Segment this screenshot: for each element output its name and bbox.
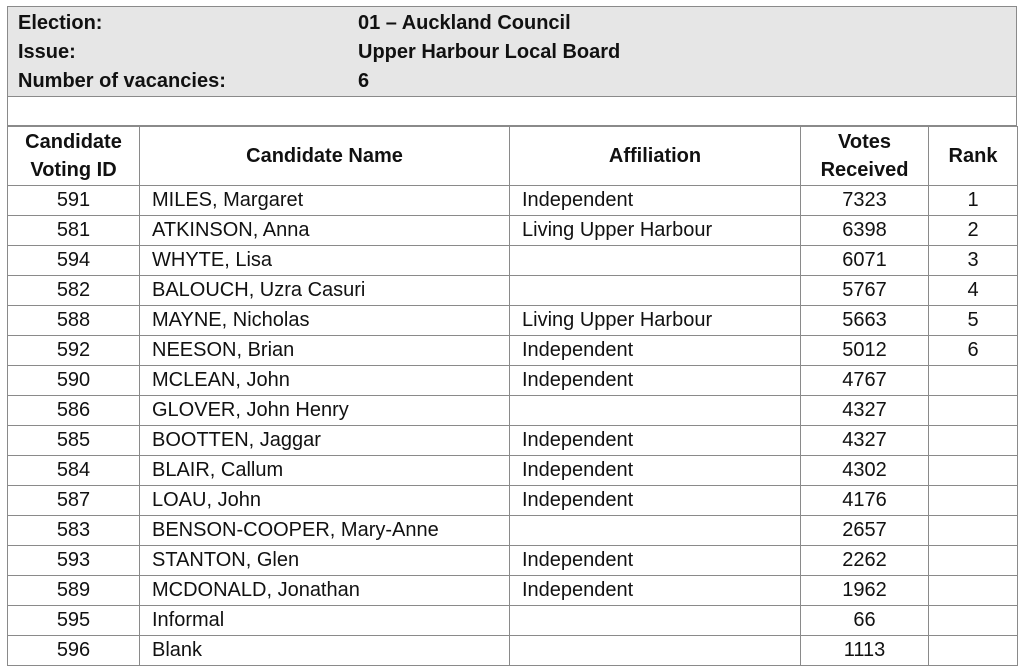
header-spacer xyxy=(7,96,1017,126)
cell-candidate-name: BENSON-COOPER, Mary-Anne xyxy=(140,516,510,546)
cell-votes: 7323 xyxy=(801,186,929,216)
cell-affiliation: Living Upper Harbour xyxy=(510,216,801,246)
cell-rank xyxy=(929,456,1018,486)
cell-rank: 2 xyxy=(929,216,1018,246)
cell-affiliation: Independent xyxy=(510,576,801,606)
cell-votes: 5767 xyxy=(801,276,929,306)
cell-affiliation: Independent xyxy=(510,546,801,576)
table-row xyxy=(8,216,1018,246)
cell-rank xyxy=(929,576,1018,606)
column-header-votes: Votes Received xyxy=(801,127,929,186)
table-row xyxy=(8,276,1018,306)
table-header-row xyxy=(8,127,1018,186)
cell-affiliation: Independent xyxy=(510,186,801,216)
results-table xyxy=(7,126,1018,666)
cell-voting-id: 593 xyxy=(8,546,140,576)
table-row xyxy=(8,426,1018,456)
cell-rank xyxy=(929,546,1018,576)
table-row xyxy=(8,456,1018,486)
cell-voting-id: 595 xyxy=(8,606,140,636)
cell-rank xyxy=(929,366,1018,396)
cell-rank: 3 xyxy=(929,246,1018,276)
cell-votes: 5012 xyxy=(801,336,929,366)
table-row xyxy=(8,546,1018,576)
cell-candidate-name: Informal xyxy=(140,606,510,636)
cell-votes: 4327 xyxy=(801,396,929,426)
column-header-voting-id: Candidate Voting ID xyxy=(8,127,140,186)
cell-affiliation: Independent xyxy=(510,456,801,486)
cell-voting-id: 587 xyxy=(8,486,140,516)
cell-voting-id: 589 xyxy=(8,576,140,606)
cell-affiliation xyxy=(510,396,801,426)
table-row xyxy=(8,306,1018,336)
cell-candidate-name: WHYTE, Lisa xyxy=(140,246,510,276)
cell-candidate-name: MCLEAN, John xyxy=(140,366,510,396)
issue-label: Issue: xyxy=(18,41,76,63)
cell-votes: 6071 xyxy=(801,246,929,276)
cell-voting-id: 591 xyxy=(8,186,140,216)
cell-votes: 4767 xyxy=(801,366,929,396)
cell-affiliation xyxy=(510,516,801,546)
cell-affiliation: Independent xyxy=(510,366,801,396)
cell-voting-id: 594 xyxy=(8,246,140,276)
election-header xyxy=(7,6,1017,96)
table-row xyxy=(8,636,1018,666)
cell-candidate-name: MCDONALD, Jonathan xyxy=(140,576,510,606)
cell-votes: 1962 xyxy=(801,576,929,606)
table-row xyxy=(8,336,1018,366)
cell-rank xyxy=(929,426,1018,456)
cell-voting-id: 581 xyxy=(8,216,140,246)
cell-affiliation xyxy=(510,636,801,666)
cell-voting-id: 592 xyxy=(8,336,140,366)
table-row xyxy=(8,186,1018,216)
cell-votes: 1113 xyxy=(801,636,929,666)
cell-voting-id: 585 xyxy=(8,426,140,456)
cell-votes: 5663 xyxy=(801,306,929,336)
cell-affiliation: Independent xyxy=(510,426,801,456)
cell-voting-id: 584 xyxy=(8,456,140,486)
results-sheet xyxy=(7,6,1017,666)
column-header-affiliation: Affiliation xyxy=(510,127,801,186)
cell-votes: 2657 xyxy=(801,516,929,546)
cell-candidate-name: STANTON, Glen xyxy=(140,546,510,576)
column-header-rank: Rank xyxy=(929,127,1018,186)
cell-votes: 4302 xyxy=(801,456,929,486)
cell-candidate-name: NEESON, Brian xyxy=(140,336,510,366)
cell-voting-id: 596 xyxy=(8,636,140,666)
cell-rank xyxy=(929,516,1018,546)
cell-rank xyxy=(929,606,1018,636)
table-row xyxy=(8,516,1018,546)
election-value: 01 – Auckland Council xyxy=(358,12,571,34)
cell-rank xyxy=(929,636,1018,666)
column-header-name: Candidate Name xyxy=(140,127,510,186)
cell-rank: 6 xyxy=(929,336,1018,366)
cell-candidate-name: BOOTTEN, Jaggar xyxy=(140,426,510,456)
cell-rank: 4 xyxy=(929,276,1018,306)
cell-rank: 1 xyxy=(929,186,1018,216)
cell-votes: 4327 xyxy=(801,426,929,456)
vacancies-value: 6 xyxy=(358,70,370,92)
cell-candidate-name: BALOUCH, Uzra Casuri xyxy=(140,276,510,306)
cell-voting-id: 588 xyxy=(8,306,140,336)
cell-voting-id: 583 xyxy=(8,516,140,546)
cell-affiliation: Independent xyxy=(510,486,801,516)
cell-rank: 5 xyxy=(929,306,1018,336)
election-label: Election: xyxy=(18,12,103,34)
cell-affiliation xyxy=(510,606,801,636)
cell-votes: 4176 xyxy=(801,486,929,516)
cell-candidate-name: GLOVER, John Henry xyxy=(140,396,510,426)
table-row xyxy=(8,366,1018,396)
cell-voting-id: 582 xyxy=(8,276,140,306)
cell-affiliation: Living Upper Harbour xyxy=(510,306,801,336)
cell-candidate-name: MAYNE, Nicholas xyxy=(140,306,510,336)
cell-candidate-name: Blank xyxy=(140,636,510,666)
cell-affiliation xyxy=(510,246,801,276)
cell-voting-id: 586 xyxy=(8,396,140,426)
cell-rank xyxy=(929,486,1018,516)
table-row xyxy=(8,606,1018,636)
cell-votes: 2262 xyxy=(801,546,929,576)
cell-votes: 6398 xyxy=(801,216,929,246)
cell-affiliation: Independent xyxy=(510,336,801,366)
cell-candidate-name: MILES, Margaret xyxy=(140,186,510,216)
table-row xyxy=(8,576,1018,606)
cell-candidate-name: BLAIR, Callum xyxy=(140,456,510,486)
cell-candidate-name: LOAU, John xyxy=(140,486,510,516)
table-row xyxy=(8,486,1018,516)
cell-voting-id: 590 xyxy=(8,366,140,396)
cell-affiliation xyxy=(510,276,801,306)
table-row xyxy=(8,396,1018,426)
vacancies-label: Number of vacancies: xyxy=(18,70,226,92)
issue-value: Upper Harbour Local Board xyxy=(358,41,621,63)
cell-rank xyxy=(929,396,1018,426)
cell-candidate-name: ATKINSON, Anna xyxy=(140,216,510,246)
table-row xyxy=(8,246,1018,276)
cell-votes: 66 xyxy=(801,606,929,636)
